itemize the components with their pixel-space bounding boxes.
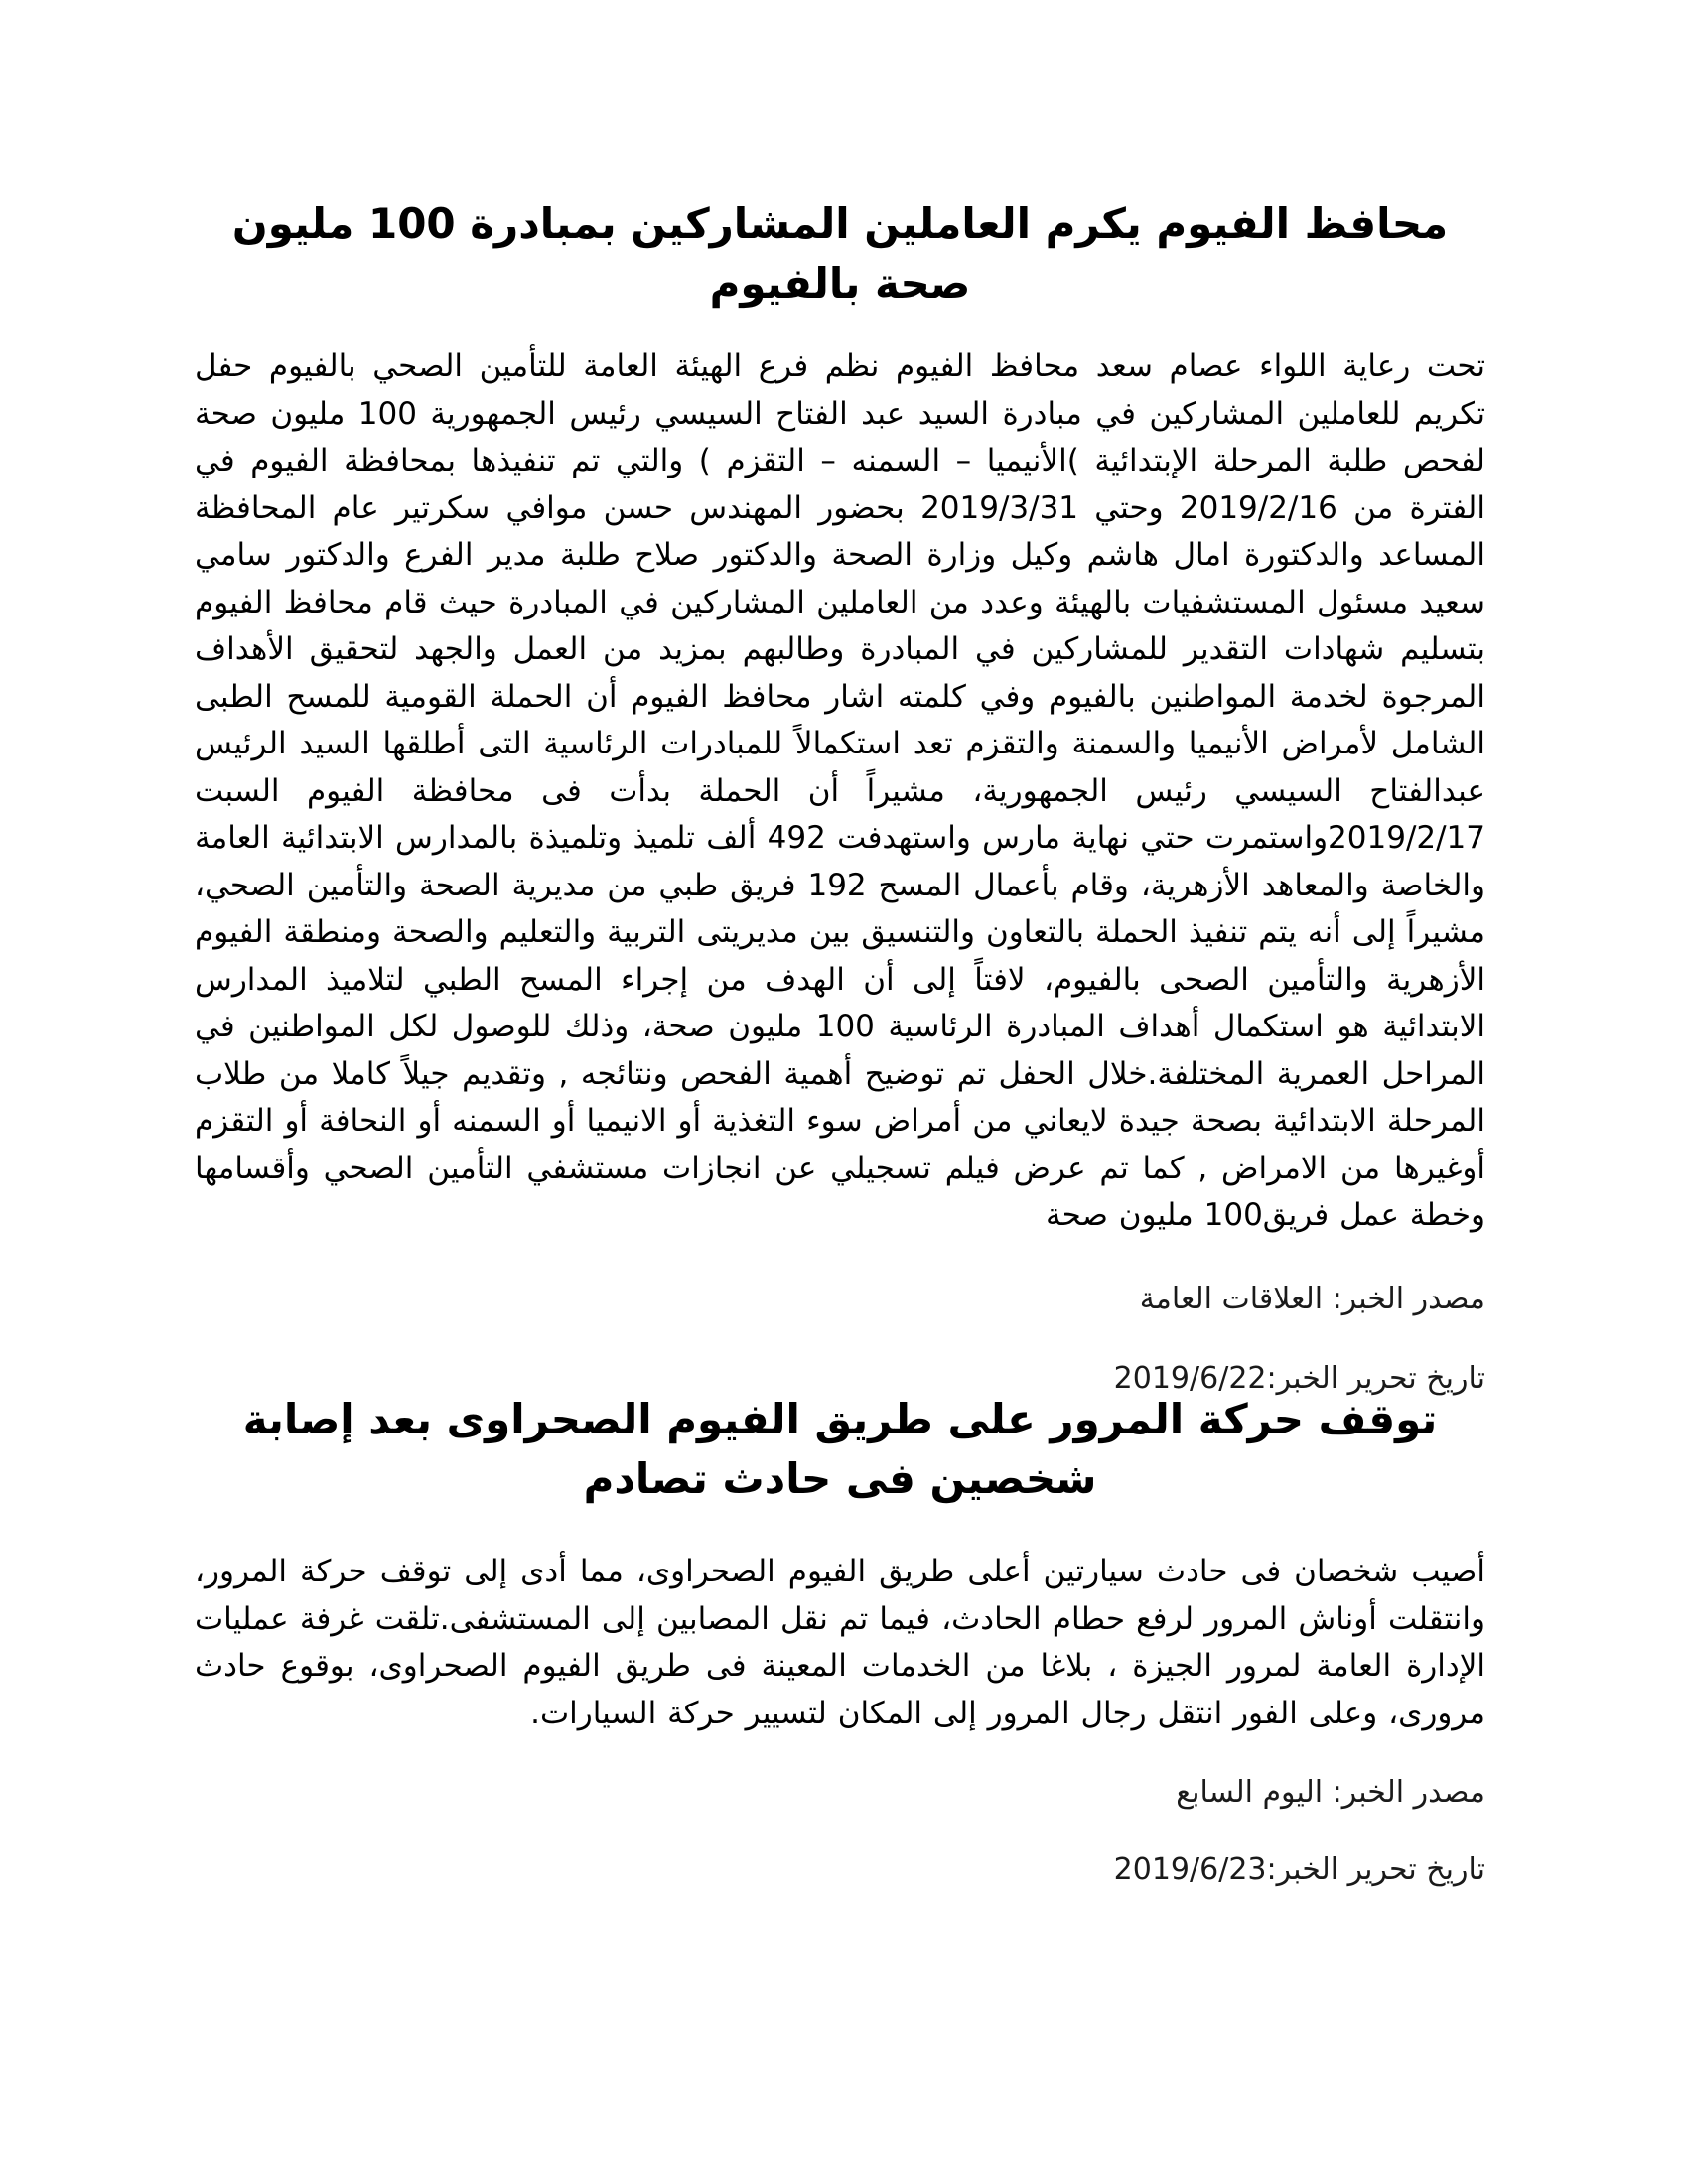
article-date: تاريخ تحرير الخبر:2019/6/23 — [1113, 1852, 1485, 1887]
article-source: مصدر الخبر: اليوم السابع — [1176, 1775, 1485, 1810]
news-article — [195, 1390, 1485, 1892]
article-headline: محافظ الفيوم يكرم العاملين المشاركين بمبادرة 100 مليون صحة بالفيوم — [231, 200, 1449, 308]
article-body: تحت رعاية اللواء عصام سعد محافظ الفيوم نظم فرع الهيئة العامة للتأمين الصحي بالفيوم حفل تكريم للعاملين المشاركين في مبادرة السيد عبد الفتاح السيسي رئيس الجمهورية 100 مليون صحة لفحص طلبة المرحلة الإبتدائية )الأنيميا – السمنه – التقزم ) والتي تم تنفيذها بمحافظة الفيوم في الفترة من 2019/2/16 وحتي 2019/3/31 بحضور المهندس حسن موافي سكرتير عام المحافظة المساعد والدكتورة امال هاشم وكيل وزارة الصحة والدكتور صلاح طلبة مدير الفرع والدكتور سامي سعيد مسئول المستشفيات بالهيئة وعدد من العاملين المشاركين في المبادرة حيث قام محافظ الفيوم بتسليم شهادات التقدير للمشاركين في المبادرة وطالبهم بمزيد من العمل والجهد لتحقيق الأهداف المرجوة لخدمة المواطنين بالفيوم وفي كلمته اشار محافظ الفيوم أن الحملة القومية للمسح الطبى الشامل لأمراض الأنيميا والسمنة والتقزم تعد استكمالاً للمبادرات الرئاسية التى أطلقها السيد الرئيس عبدالفتاح السيسي رئيس الجمهورية، مشيراً أن الحملة بدأت فى محافظة الفيوم السبت 2019/2/17واستمرت حتي نهاية مارس واستهدفت 492 ألف تلميذ وتلميذة بالمدارس الابتدائية العامة والخاصة والمعاهد الأزهرية، وقام بأعمال المسح 192 فريق طبي من مديرية الصحة والتأمين الصحي، مشيراً إلى أنه يتم تنفيذ الحملة بالتعاون والتنسيق بين مديريتى التربية والتعليم والصحة ومنطقة الفيوم الأزهرية والتأمين الصحى بالفيوم، لافتاً إلى أن الهدف من إجراء المسح الطبي لتلاميذ المدارس الابتدائية هو استكمال أهداف المبادرة الرئاسية 100 مليون صحة، وذلك للوصول لكل المواطنين في المراحل العمرية المختلفة.خلال الحفل تم توضيح أهمية الفحص ونتائجه , وتقديم جيلاً كاملا من طلاب المرحلة الابتدائية بصحة جيدة لايعاني من أمراض سوء التغذية أو الانيميا أو السمنه أو النحافة أو التقزم أوغيرها من الامراض , كما تم عرض فيلم تسجيلي عن انجازات مستشفي التأمين الصحي وأقسامها وخطة عمل فريق100 مليون صحة — [195, 348, 1486, 1233]
article-date: تاريخ تحرير الخبر:2019/6/22 — [1113, 1360, 1485, 1396]
article-source: مصدر الخبر: العلاقات العامة — [1139, 1281, 1485, 1316]
news-article — [195, 195, 1485, 1401]
article-headline: توقف حركة المرور على طريق الفيوم الصحراوى بعد إصابة شخصين فى حادث تصادم — [242, 1395, 1438, 1503]
article-body: أصيب شخصان فى حادث سيارتين أعلى طريق الفيوم الصحراوى، مما أدى إلى توقف حركة المرور، وانتقلت أوناش المرور لرفع حطام الحادث، فيما تم نقل المصابين إلى المستشفى.تلقت غرفة عمليات الإدارة العامة لمرور الجيزة ، بلاغا من الخدمات المعينة فى طريق الفيوم الصحراوى، بوقوع حادث مرورى، وعلى الفور انتقل رجال المرور إلى المكان لتسيير حركة السيارات. — [195, 1554, 1485, 1731]
